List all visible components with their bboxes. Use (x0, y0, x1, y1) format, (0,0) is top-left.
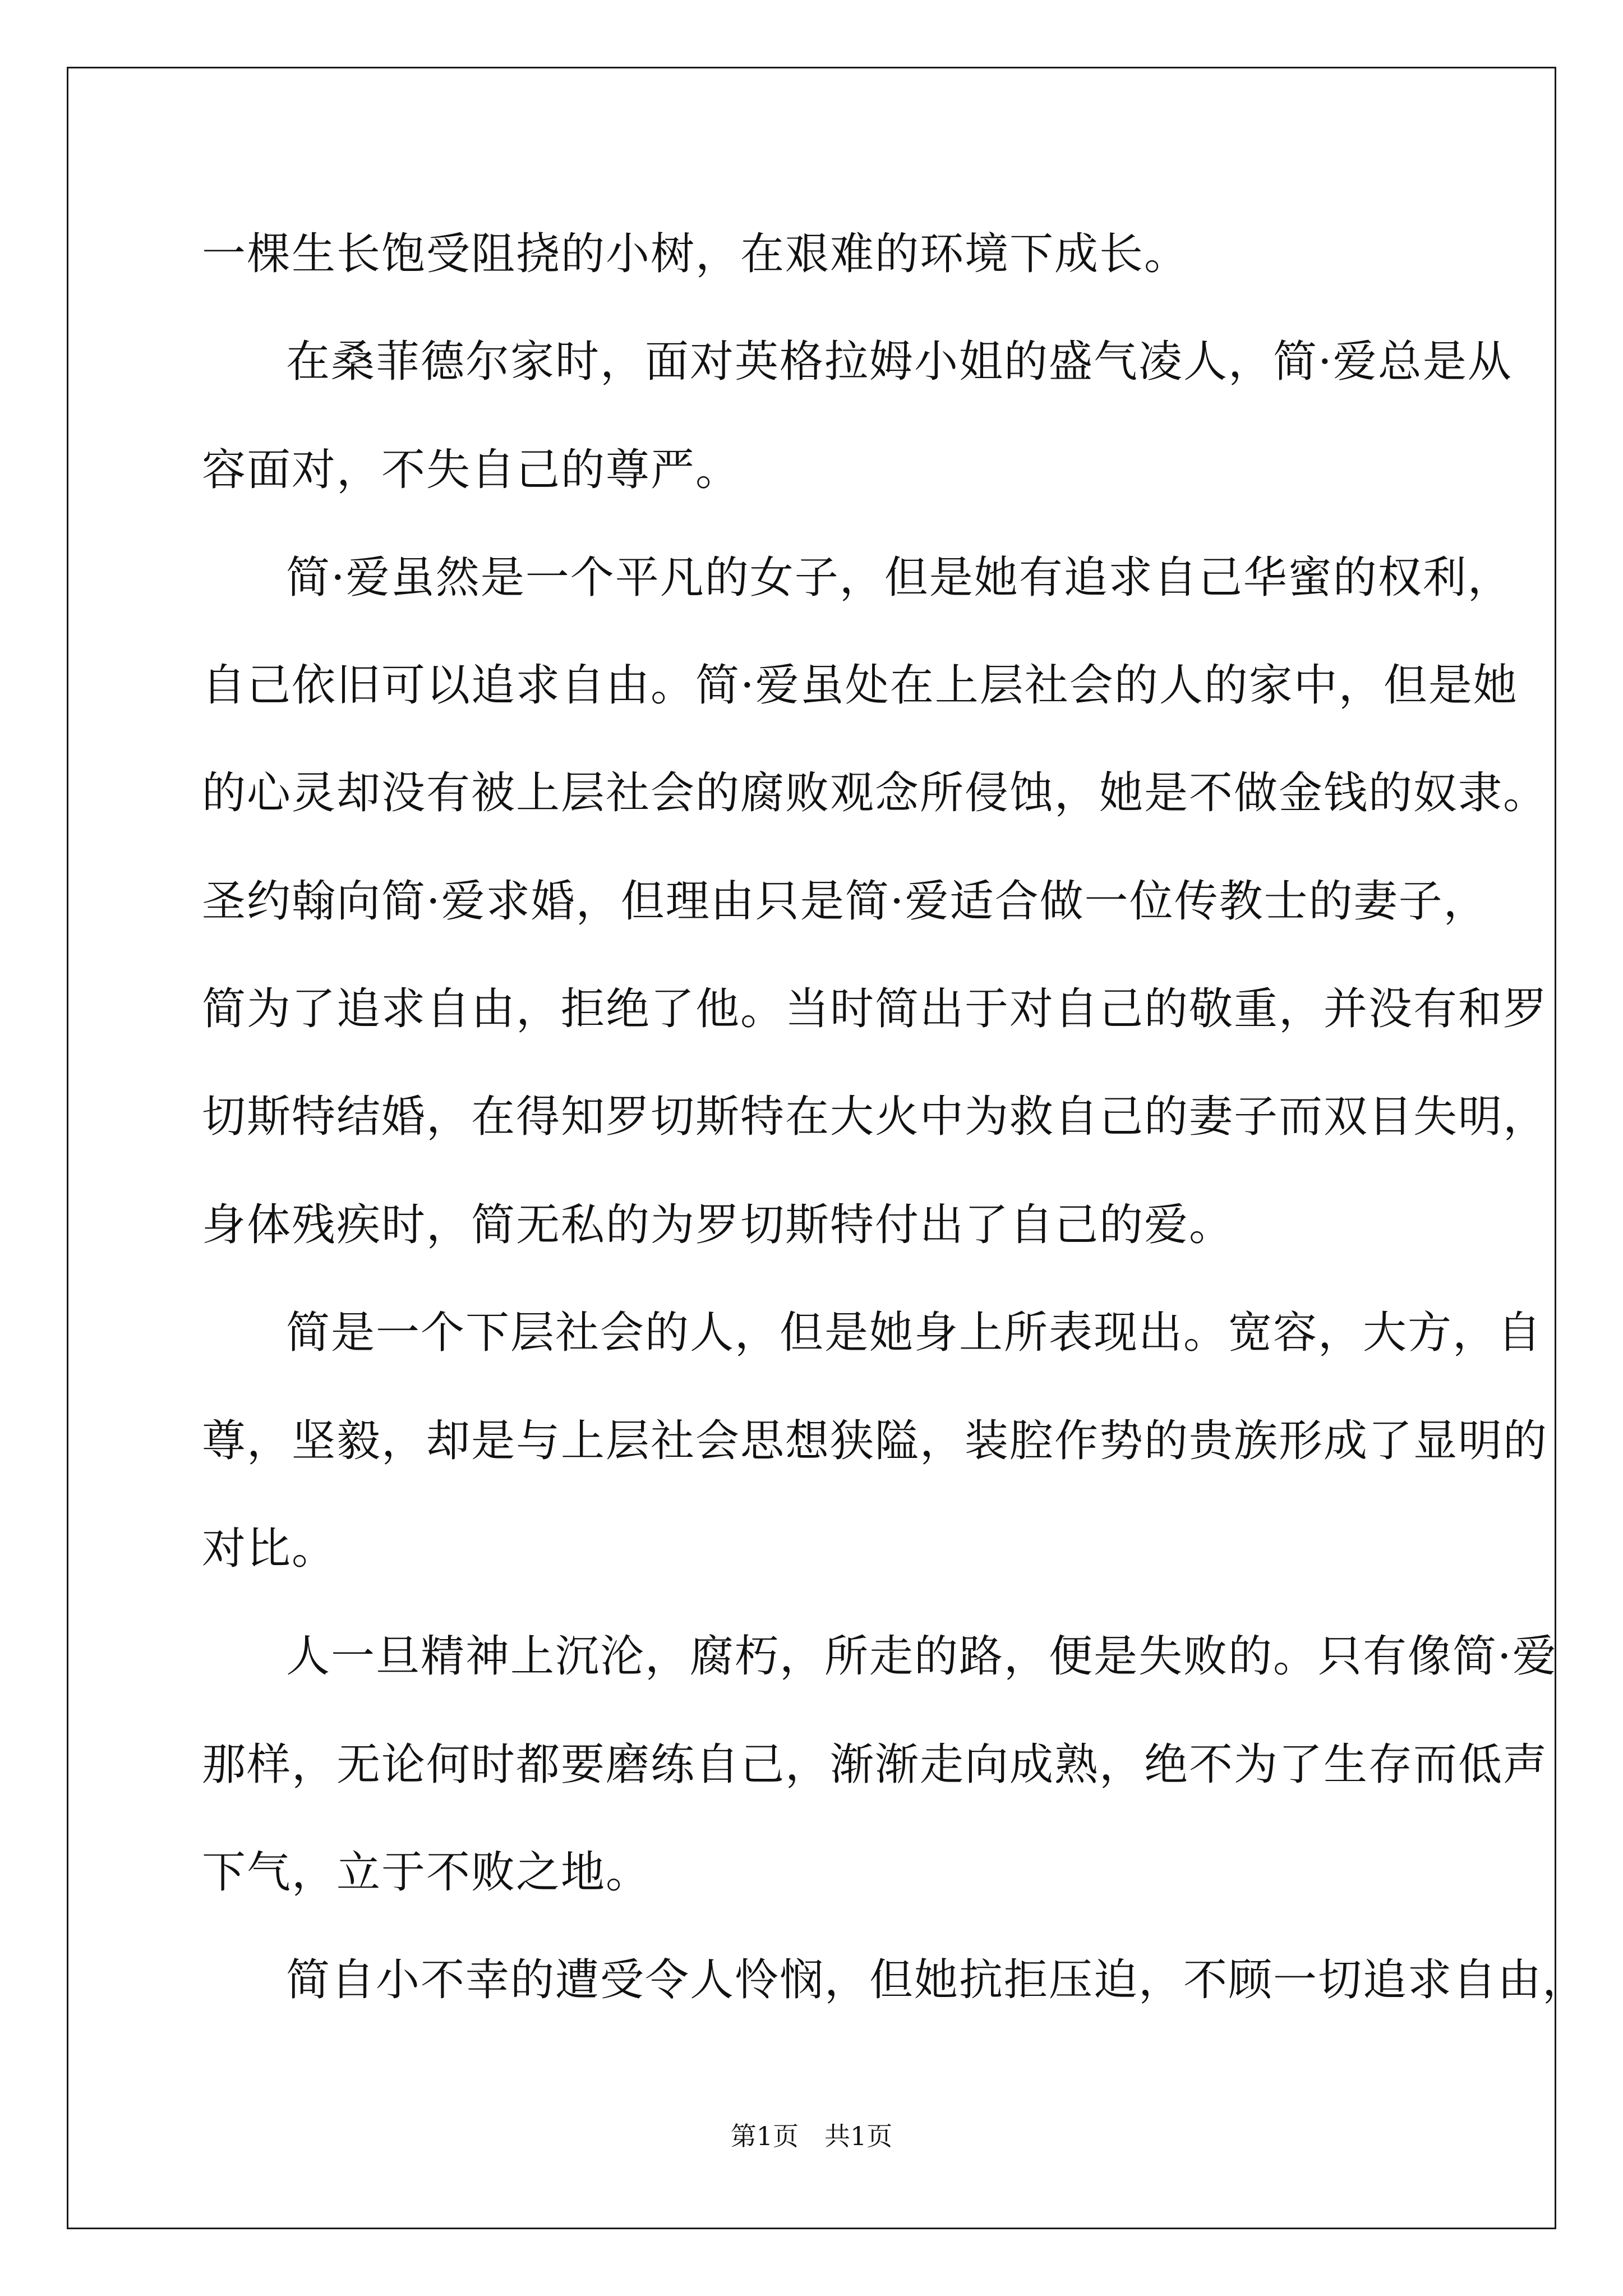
text-line: 在桑菲德尔家时，面对英格拉姆小姐的盛气凌人，简·爱总是从 (286, 337, 1513, 387)
text-line: 自己依旧可以追求自由。简·爱虽处在上层社会的人的家中，但是她 (202, 660, 1518, 711)
text-line: 的心灵却没有被上层社会的腐败观念所侵蚀，她是不做金钱的奴隶。 (202, 768, 1548, 818)
text-line: 简是一个下层社会的人，但是她身上所表现出。宽容，大方，自 (286, 1308, 1543, 1358)
text-line: 简为了追求自由，拒绝了他。当时简出于对自己的敬重，并没有和罗 (202, 984, 1548, 1034)
text-line: 人一旦精神上沉沦，腐朽，所走的路，便是失败的。只有像简·爱 (286, 1631, 1557, 1682)
page-frame (67, 67, 1556, 2229)
text-line: 对比。 (202, 1524, 337, 1574)
text-line: 尊，坚毅，却是与上层社会思想狭隘，装腔作势的贵族形成了显明的 (202, 1416, 1548, 1466)
text-line: 圣约翰向简·爱求婚，但理由只是简·爱适合做一位传教士的妻子， (202, 876, 1488, 927)
text-line: 简·爱虽然是一个平凡的女子，但是她有追求自己华蜜的权利， (286, 553, 1513, 603)
text-line: 简自小不幸的遭受令人怜悯，但她抗拒压迫，不顾一切追求自由， (286, 1955, 1588, 2005)
text-line: 那样，无论何时都要磨练自己，渐渐走向成熟，绝不为了生存而低声 (202, 1740, 1548, 1790)
text-line: 一棵生长饱受阻挠的小树，在艰难的环境下成长。 (202, 229, 1189, 279)
text-line: 容面对，不失自己的尊严。 (202, 445, 741, 495)
text-line: 身体残疾时，简无私的为罗切斯特付出了自己的爱。 (202, 1200, 1234, 1250)
page-number: 第1页 共1页 (730, 2121, 893, 2151)
text-line: 切斯特结婚，在得知罗切斯特在大火中为救自己的妻子而双目失明， (202, 1092, 1548, 1142)
text-line: 下气，立于不败之地。 (202, 1847, 651, 1898)
